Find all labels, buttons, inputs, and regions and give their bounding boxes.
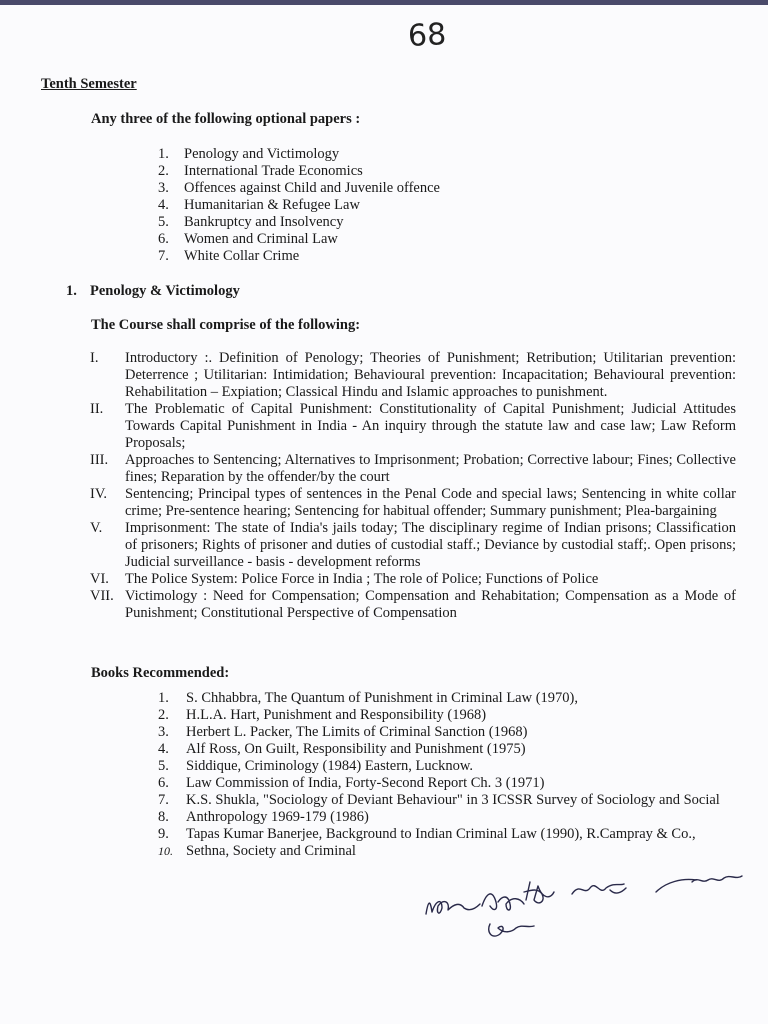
list-item: 8. Anthropology 1969-179 (1986) xyxy=(158,809,369,825)
optional-papers-list xyxy=(158,146,440,265)
page-number: 68 xyxy=(407,17,448,54)
list-item: 6. Women and Criminal Law xyxy=(158,231,338,247)
books-list xyxy=(158,690,738,860)
scan-top-edge xyxy=(0,0,768,5)
list-item: 9. Tapas Kumar Banerjee, Background to Indian Criminal Law (1990), R.Campray & Co., xyxy=(158,826,696,842)
list-item: 10. Sethna, Society and Criminal xyxy=(158,843,356,859)
list-item: VI. The Police System: Police Force in India ; The role of Police; Functions of Police xyxy=(90,571,599,587)
list-item: IV. Sentencing; Principal types of sentences in the Penal Code and special laws; Sentencing in white collar crime; Pre-sentence hearing; Sentencing for habitual offender; Summary punishment; Plea-bargaining xyxy=(90,486,736,519)
list-item: 5. Siddique, Criminology (1984) Eastern, Lucknow. xyxy=(158,758,474,774)
list-item: 3. Herbert L. Packer, The Limits of Criminal Sanction (1968) xyxy=(158,724,528,740)
list-item: V. Imprisonment: The state of India's jails today; The disciplinary regime of Indian prisons; Classification of prisoners; Rights of prisoner and duties of custodial staff.; Deviance by custodial staff;. Open prisons; Judicial surveillance - basis - development reforms xyxy=(90,520,736,570)
semester-title: Tenth Semester xyxy=(41,76,137,92)
list-item: 7. K.S. Shukla, "Sociology of Deviant Behaviour" in 3 ICSSR Survey of Sociology and Social xyxy=(158,792,720,808)
list-item: I. Introductory :. Definition of Penology; Theories of Punishment; Retribution; Utilitarian prevention: Deterrence ; Utilitarian: Intimidation; Behavioural prevention: Incapacitation; Behavioural prevention: Rehabilitation – Expiation; Classical Hindu and Islamic approaches to punishment. xyxy=(90,350,736,400)
course-topics-list xyxy=(90,350,736,622)
list-item: 5. Bankruptcy and Insolvency xyxy=(158,214,344,230)
optional-papers-heading: Any three of the following optional papers : xyxy=(91,111,361,127)
list-item: III. Approaches to Sentencing; Alternatives to Imprisonment; Probation; Corrective labour; Fines; Collective fines; Reparation by the offender/by the court xyxy=(90,452,736,485)
list-item: 1. S. Chhabbra, The Quantum of Punishment in Criminal Law (1970), xyxy=(158,690,578,706)
list-item: 2. International Trade Economics xyxy=(158,163,363,179)
handwritten-signatures xyxy=(420,862,750,952)
list-item: 3. Offences against Child and Juvenile offence xyxy=(158,180,440,196)
list-item: 7. White Collar Crime xyxy=(158,248,300,264)
books-heading: Books Recommended: xyxy=(91,665,230,681)
list-item: 4. Humanitarian & Refugee Law xyxy=(158,197,360,213)
list-item: II. The Problematic of Capital Punishment: Constitutionality of Capital Punishment; Judicial Attitudes Towards Capital Punishment in India - An inquiry through the statute law and case law; Law Reform Proposals; xyxy=(90,401,736,451)
list-item: 2. H.L.A. Hart, Punishment and Responsibility (1968) xyxy=(158,707,487,723)
course-heading: The Course shall comprise of the following: xyxy=(91,317,361,333)
list-item: 4. Alf Ross, On Guilt, Responsibility and Punishment (1975) xyxy=(158,741,526,757)
list-item: VII. Victimology : Need for Compensation; Compensation and Rehabitation; Compensation as a Mode of Punishment; Constitutional Perspective of Compensation xyxy=(90,588,736,621)
list-item: 6. Law Commission of India, Forty-Second Report Ch. 3 (1971) xyxy=(158,775,545,791)
section-heading: 1. Penology & Victimology xyxy=(66,283,240,299)
list-item: 1. Penology and Victimology xyxy=(158,146,340,162)
